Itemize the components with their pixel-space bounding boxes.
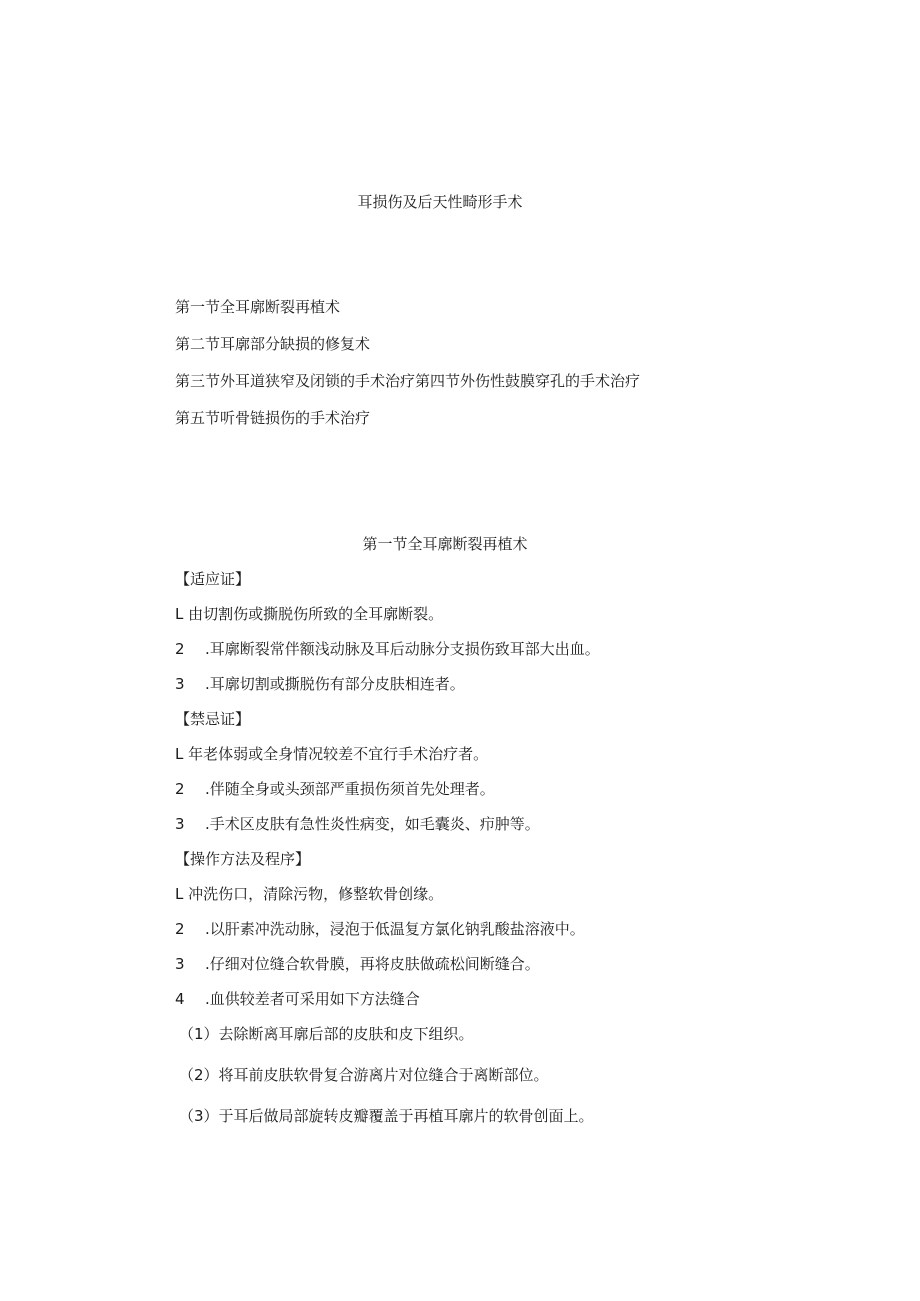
- contraindication-item: [175, 813, 875, 848]
- procedure-subitem: （1）去除断离耳廓后部的皮肤和皮下组织。: [179, 1025, 474, 1043]
- procedure-item: [175, 918, 875, 953]
- item-text: .手术区皮肤有急性炎性病变，如毛囊炎、疖肿等。: [205, 815, 540, 833]
- document-title: 耳损伤及后天性畸形手术: [357, 193, 523, 211]
- contraindications-heading: 【禁忌证】: [175, 710, 251, 728]
- item-number: 3: [175, 675, 185, 693]
- item-number: 3: [175, 955, 185, 973]
- item-number: 4: [175, 990, 185, 1008]
- procedure-item: [175, 953, 875, 988]
- item-number: 2: [175, 640, 185, 658]
- indication-item: [175, 603, 875, 638]
- item-number: L: [175, 605, 184, 623]
- toc-item: 第五节听骨链损伤的手术治疗: [175, 409, 371, 427]
- item-number: L: [175, 885, 184, 903]
- item-text: 年老体弱或全身情况较差不宜行手术治疗者。: [188, 745, 489, 763]
- procedure-subitem: （2）将耳前皮肤软骨复合游离片对位缝合于离断部位。: [179, 1066, 549, 1084]
- item-number: 2: [175, 920, 185, 938]
- indication-item: [175, 638, 875, 673]
- table-of-contents: [175, 296, 875, 444]
- procedure-subitem: （3）于耳后做局部旋转皮瓣覆盖于再植耳廓片的软骨创面上。: [179, 1107, 594, 1125]
- item-text: .以肝素冲洗动脉，浸泡于低温复方氯化钠乳酸盐溶液中。: [205, 920, 585, 938]
- contraindication-item: [175, 778, 875, 813]
- indication-item: [175, 673, 875, 708]
- toc-item: 第一节全耳廓断裂再植术: [175, 298, 341, 316]
- section-title: 第一节全耳廓断裂再植术: [362, 535, 528, 553]
- indications-heading: 【适应证】: [175, 570, 251, 588]
- contraindication-item: [175, 743, 875, 778]
- item-text: .耳廓切割或撕脱伤有部分皮肤相连者。: [205, 675, 465, 693]
- item-number: 3: [175, 815, 185, 833]
- procedure-item: [175, 883, 875, 918]
- item-text: .伴随全身或头颈部严重损伤须首先处理者。: [205, 780, 495, 798]
- section-content: [175, 568, 875, 1146]
- procedure-item: [175, 988, 875, 1023]
- procedure-heading: 【操作方法及程序】: [175, 850, 311, 868]
- item-number: 2: [175, 780, 185, 798]
- item-text: .血供较差者可采用如下方法缝合: [205, 990, 420, 1008]
- item-text: .耳廓断裂常伴额浅动脉及耳后动脉分支损伤致耳部大出血。: [205, 640, 600, 658]
- item-text: 由切割伤或撕脱伤所致的全耳廓断裂。: [188, 605, 444, 623]
- item-text: .仔细对位缝合软骨膜，再将皮肤做疏松间断缝合。: [205, 955, 540, 973]
- item-text: 冲洗伤口，清除污物，修整软骨创缘。: [188, 885, 444, 903]
- toc-item: 第三节外耳道狭窄及闭锁的手术治疗第四节外伤性鼓膜穿孔的手术治疗: [175, 372, 641, 390]
- toc-item: 第二节耳廓部分缺损的修复术: [175, 335, 371, 353]
- item-number: L: [175, 745, 184, 763]
